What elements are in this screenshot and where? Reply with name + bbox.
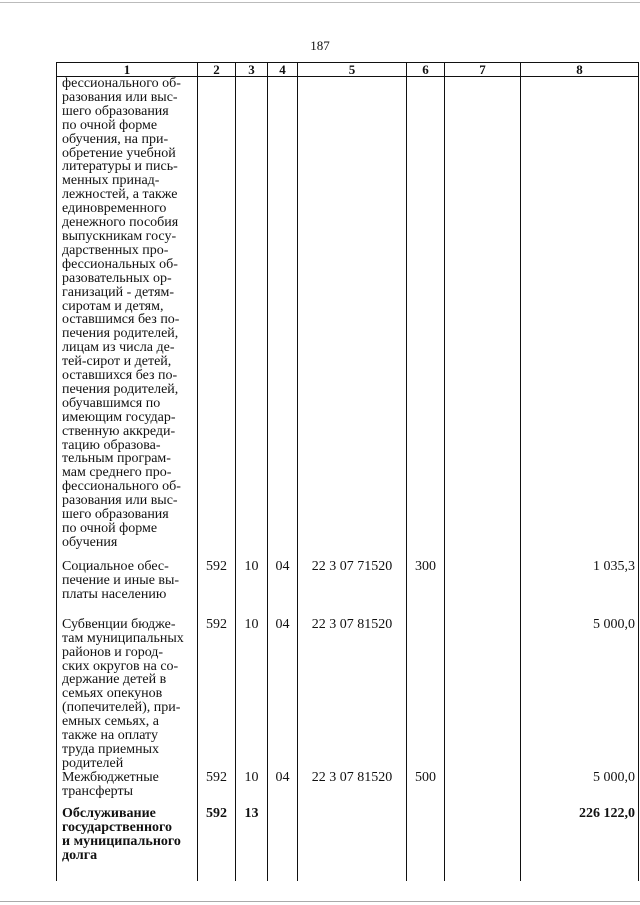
row-amount	[521, 77, 639, 550]
row-col-6	[407, 618, 445, 771]
row-name: фессионального об- разования или выс- шего образования по очной форме обучения, на при- обретение учебной литературы и пись- менных принад- лежностей, а также единовременного денежного пособия выпускникам госу- дарственных про- фессиональных об- разовательных ор- ганизаций - детям- сиротам и детям, оставшимся без по- печения родителей, лицам из числа де- тей-сирот и детей, оставшихся без по- печения родителей, обучавшимся по имеющим государ- ственную аккреди- тацию образова- тельным програм- мам среднего про- фессионального об- разования или выс- шего образования по очной форме обучения	[57, 77, 198, 550]
row-col-7	[445, 550, 521, 618]
row-col-4	[268, 807, 298, 881]
row-name: Обслуживание государственного и муниципального долга	[57, 807, 198, 881]
row-col-2: 592	[198, 807, 236, 881]
budget-table	[56, 62, 639, 881]
table-row	[57, 77, 639, 550]
top-rule	[0, 2, 640, 3]
row-amount: 226 122,0	[521, 807, 639, 881]
row-name: Социальное обес- печение и иные вы- платы населению	[57, 550, 198, 618]
row-col-4: 04	[268, 550, 298, 618]
table-row	[57, 618, 639, 771]
header-row	[57, 63, 639, 77]
row-col-3: 10	[236, 618, 268, 771]
table-row	[57, 550, 639, 618]
row-col-2: 592	[198, 618, 236, 771]
header-col-2: 2	[198, 63, 236, 77]
page-number: 187	[310, 38, 330, 53]
row-col-2: 592	[198, 771, 236, 807]
row-amount: 5 000,0	[521, 618, 639, 771]
bottom-rule	[0, 901, 640, 902]
header-col-3: 3	[236, 63, 268, 77]
row-col-7	[445, 618, 521, 771]
row-name: Межбюджетные трансферты	[57, 771, 198, 807]
row-col-4: 04	[268, 771, 298, 807]
row-col-6: 500	[407, 771, 445, 807]
row-col-4: 04	[268, 618, 298, 771]
row-col-7	[445, 77, 521, 550]
row-col-7	[445, 771, 521, 807]
header-col-5: 5	[298, 63, 407, 77]
header-col-7: 7	[445, 63, 521, 77]
row-col-5	[298, 807, 407, 881]
row-amount: 1 035,3	[521, 550, 639, 618]
row-col-5: 22 3 07 81520	[298, 618, 407, 771]
row-col-2	[198, 77, 236, 550]
row-col-6	[407, 77, 445, 550]
row-col-3: 10	[236, 771, 268, 807]
row-col-3	[236, 77, 268, 550]
row-col-5: 22 3 07 81520	[298, 771, 407, 807]
header-col-1: 1	[57, 63, 198, 77]
row-amount: 5 000,0	[521, 771, 639, 807]
row-col-6	[407, 807, 445, 881]
table-row	[57, 807, 639, 881]
row-col-2: 592	[198, 550, 236, 618]
row-name: Субвенции бюдже- там муниципальных районов и город- ских округов на со- держание детей в семьях опекунов (попечителей), при- емных семьях, а также на оплату труда приемных родителей	[57, 618, 198, 771]
row-col-7	[445, 807, 521, 881]
header-col-8: 8	[521, 63, 639, 77]
row-col-6: 300	[407, 550, 445, 618]
row-col-3: 13	[236, 807, 268, 881]
row-col-4	[268, 77, 298, 550]
row-col-3: 10	[236, 550, 268, 618]
row-col-5: 22 3 07 71520	[298, 550, 407, 618]
header-col-6: 6	[407, 63, 445, 77]
row-col-5	[298, 77, 407, 550]
header-col-4: 4	[268, 63, 298, 77]
table-row	[57, 771, 639, 807]
